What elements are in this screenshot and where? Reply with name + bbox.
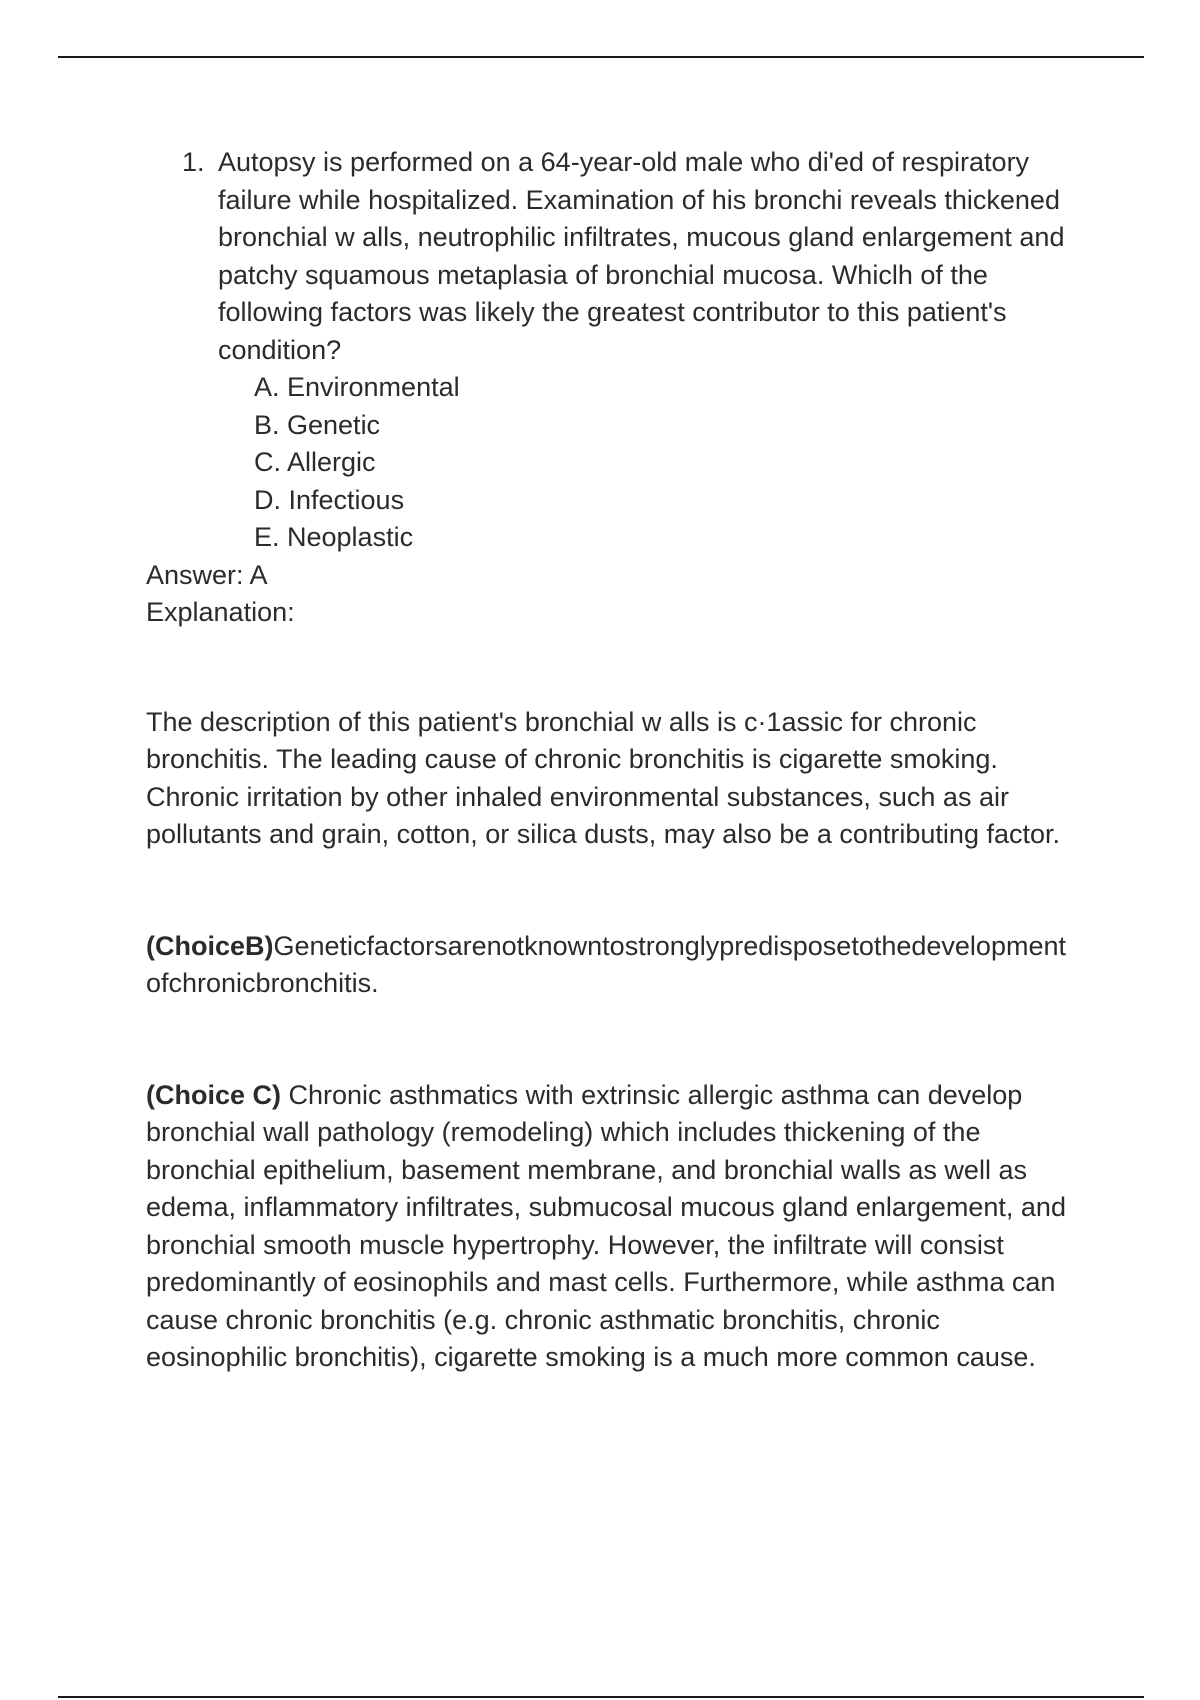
question-block <box>182 144 1066 369</box>
top-rule <box>58 56 1144 58</box>
choice-c-text: Chronic asthmatics with extrinsic allergic asthma can develop bronchial wall pathology (remodeling) which includes thickening of the bronchial epithelium, basement membrane, and bronchial walls as well as edema, inflammatory infiltrates, submucosal mucous gland enlargement, and bronchial smooth muscle hypertrophy. However, the infiltrate will consist predominantly of eosinophils and mast cells. Furthermore, while asthma can cause chronic bronchitis (e.g. chronic asthmatic bronchitis, chronic eosinophilic bronchitis), cigarette smoking is a much more common cause. <box>146 1079 1066 1372</box>
explanation-label: Explanation: <box>146 597 295 627</box>
option-e: E. Neoplastic <box>254 522 414 552</box>
choice-b-text: Geneticfactorsarenotknowntostronglypredisposetothedevelopmentofchronicbronchitis. <box>146 930 1066 998</box>
question-text: Autopsy is performed on a 64-year-old male who di'ed of respiratory failure while hospitalized. Examination of his bronchi reveals thickened bronchial w alls, neutrophilic infiltrates, mucous gland enlargement and patchy squamous metaplasia of bronchial mucosa. Whiclh of the following factors was likely the greatest contributor to this patient's condition? <box>218 147 1065 365</box>
question-number: 1. <box>182 147 205 177</box>
explanation-choice-c <box>146 1077 1066 1377</box>
option-c: C. Allergic <box>254 447 376 477</box>
answer-line: Answer: A <box>146 559 268 590</box>
explanation-choice-b <box>146 928 1066 1003</box>
option-d: D. Infectious <box>254 484 405 515</box>
document-content <box>146 144 1066 1377</box>
choice-c-label: (Choice C) <box>146 1079 281 1110</box>
choice-b-label: (ChoiceB) <box>146 930 274 961</box>
answer-options <box>254 369 1066 557</box>
bottom-rule <box>58 1696 1144 1698</box>
option-b: B. Genetic <box>254 409 381 440</box>
option-a: A. Environmental <box>254 372 460 402</box>
explanation-intro: The description of this patient's bronchial w alls is c·1assic for chronic bronchitis. The leading cause of chronic bronchitis is cigarette smoking. Chronic irritation by other inhaled environmental substances, such as air pollutants and grain, cotton, or silica dusts, may also be a contributing factor. <box>146 706 1061 849</box>
